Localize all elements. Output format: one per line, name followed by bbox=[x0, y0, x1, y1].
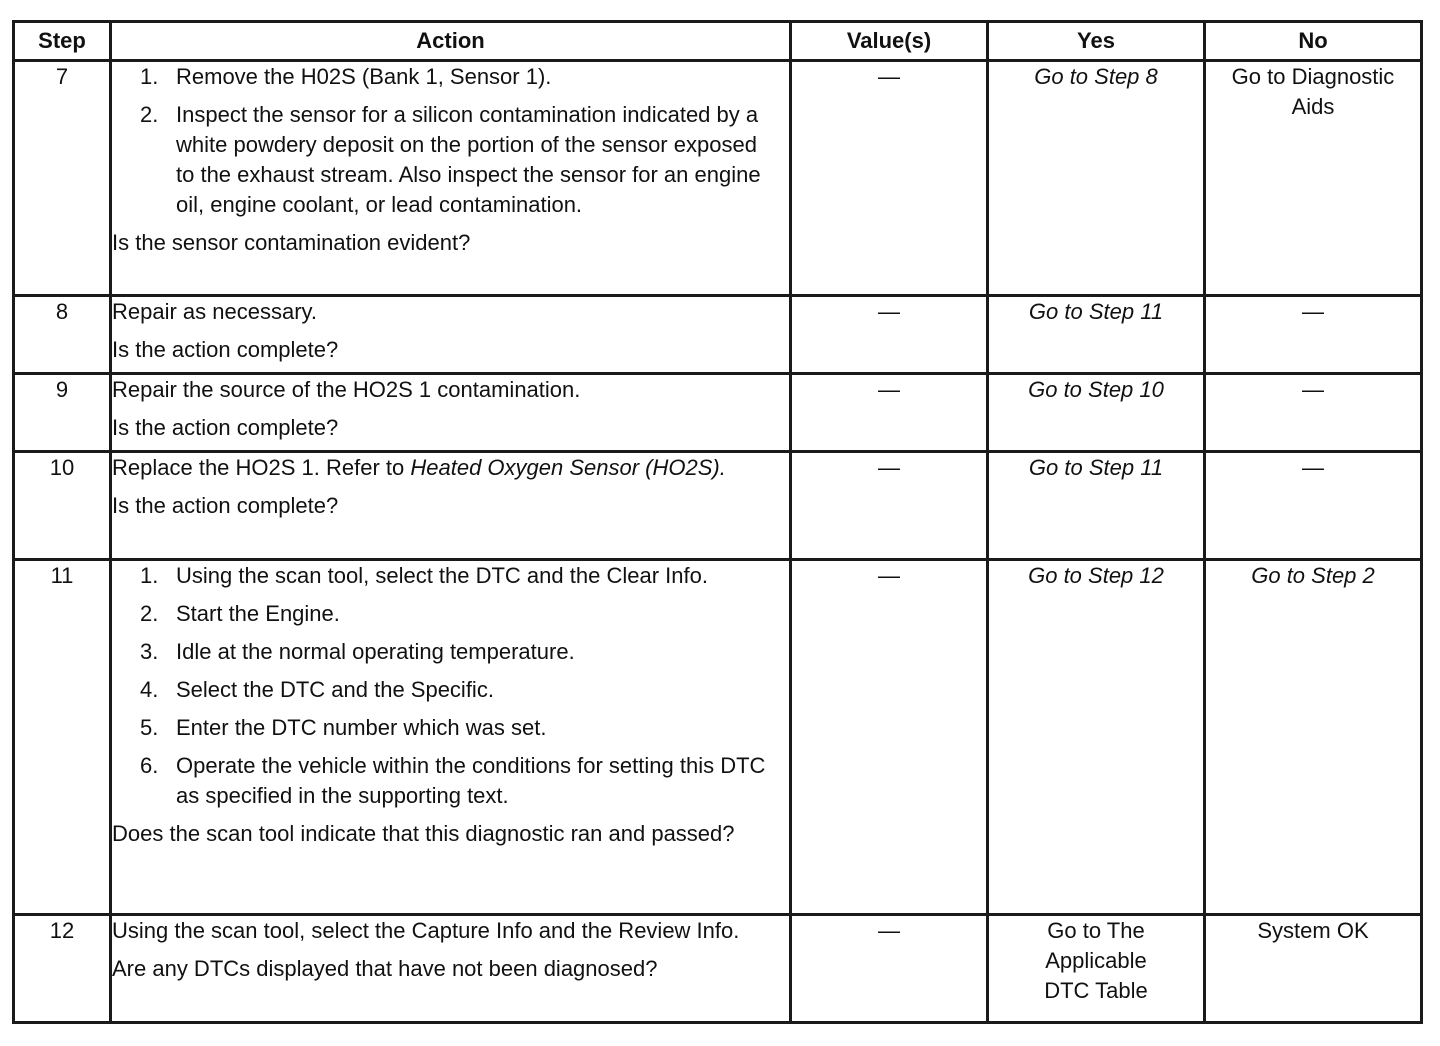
yes-cell: Go to Step 10 bbox=[988, 374, 1205, 452]
action-cell bbox=[111, 374, 791, 452]
action-text: Repair as necessary. bbox=[112, 299, 318, 324]
action-text: Using the scan tool, select the Capture Info and the Review Info. bbox=[112, 918, 740, 943]
yes-cell: Go to Step 8 bbox=[988, 61, 1205, 296]
diagnostic-table bbox=[12, 20, 1423, 1024]
no-cell: Go to Step 2 bbox=[1205, 560, 1422, 915]
no-cell: — bbox=[1205, 374, 1422, 452]
action-question: Is the sensor contamination evident? bbox=[112, 230, 471, 255]
action-cell bbox=[111, 452, 791, 560]
list-item: 2. Inspect the sensor for a silicon contamination indicated by a white powdery deposit on the portion of the sensor exposed to the exhaust stream. Also inspect the sensor for an engine oil, engine coolant, or lead contamination. bbox=[140, 102, 761, 217]
step-number: 9 bbox=[14, 374, 111, 452]
step-number: 7 bbox=[14, 61, 111, 296]
action-question: Is the action complete? bbox=[112, 337, 339, 362]
table-row-step-7 bbox=[14, 61, 1422, 296]
action-text: Replace the HO2S 1. Refer to Heated Oxygen Sensor (HO2S). bbox=[112, 455, 726, 480]
diagnostic-page bbox=[12, 20, 1420, 1024]
list-item: 1. Using the scan tool, select the DTC and the Clear Info. bbox=[140, 563, 708, 588]
step-number: 10 bbox=[14, 452, 111, 560]
header-row bbox=[14, 22, 1422, 61]
action-cell bbox=[111, 560, 791, 915]
header-step: Step bbox=[14, 22, 111, 61]
table-row-step-9 bbox=[14, 374, 1422, 452]
table-row-step-12 bbox=[14, 915, 1422, 1023]
action-cell bbox=[111, 61, 791, 296]
header-yes: Yes bbox=[988, 22, 1205, 61]
action-cell bbox=[111, 296, 791, 374]
action-question: Does the scan tool indicate that this diagnostic ran and passed? bbox=[112, 821, 735, 846]
yes-cell: Go to Step 11 bbox=[988, 296, 1205, 374]
header-no: No bbox=[1205, 22, 1422, 61]
step-number: 12 bbox=[14, 915, 111, 1023]
action-list bbox=[112, 561, 789, 811]
table-row-step-10 bbox=[14, 452, 1422, 560]
table-row-step-8 bbox=[14, 296, 1422, 374]
step-number: 8 bbox=[14, 296, 111, 374]
yes-cell: Go to Step 11 bbox=[988, 452, 1205, 560]
action-question: Are any DTCs displayed that have not been diagnosed? bbox=[112, 956, 658, 981]
value-cell: — bbox=[791, 560, 988, 915]
no-cell: System OK bbox=[1205, 915, 1422, 1023]
list-item: 1. Remove the H02S (Bank 1, Sensor 1). bbox=[140, 64, 552, 89]
value-cell: — bbox=[791, 296, 988, 374]
no-cell: — bbox=[1205, 296, 1422, 374]
reference-link-text: Heated Oxygen Sensor (HO2S). bbox=[410, 455, 726, 480]
action-list bbox=[112, 62, 789, 220]
list-item: 3. Idle at the normal operating temperature. bbox=[140, 639, 575, 664]
header-action: Action bbox=[111, 22, 791, 61]
header-value: Value(s) bbox=[791, 22, 988, 61]
action-question: Is the action complete? bbox=[112, 415, 339, 440]
value-cell: — bbox=[791, 915, 988, 1023]
list-item: 5. Enter the DTC number which was set. bbox=[140, 715, 547, 740]
value-cell: — bbox=[791, 61, 988, 296]
table-row-step-11 bbox=[14, 560, 1422, 915]
yes-cell: Go to The Applicable DTC Table bbox=[988, 915, 1205, 1023]
no-cell: Go to Diagnostic Aids bbox=[1205, 61, 1422, 296]
action-cell bbox=[111, 915, 791, 1023]
value-cell: — bbox=[791, 452, 988, 560]
list-item: 4. Select the DTC and the Specific. bbox=[140, 677, 494, 702]
list-item: 6. Operate the vehicle within the conditions for setting this DTC as specified in the supporting text. bbox=[140, 753, 766, 808]
action-text: Repair the source of the HO2S 1 contamination. bbox=[112, 377, 581, 402]
list-item: 2. Start the Engine. bbox=[140, 601, 340, 626]
no-cell: — bbox=[1205, 452, 1422, 560]
yes-cell: Go to Step 12 bbox=[988, 560, 1205, 915]
action-question: Is the action complete? bbox=[112, 493, 339, 518]
value-cell: — bbox=[791, 374, 988, 452]
step-number: 11 bbox=[14, 560, 111, 915]
